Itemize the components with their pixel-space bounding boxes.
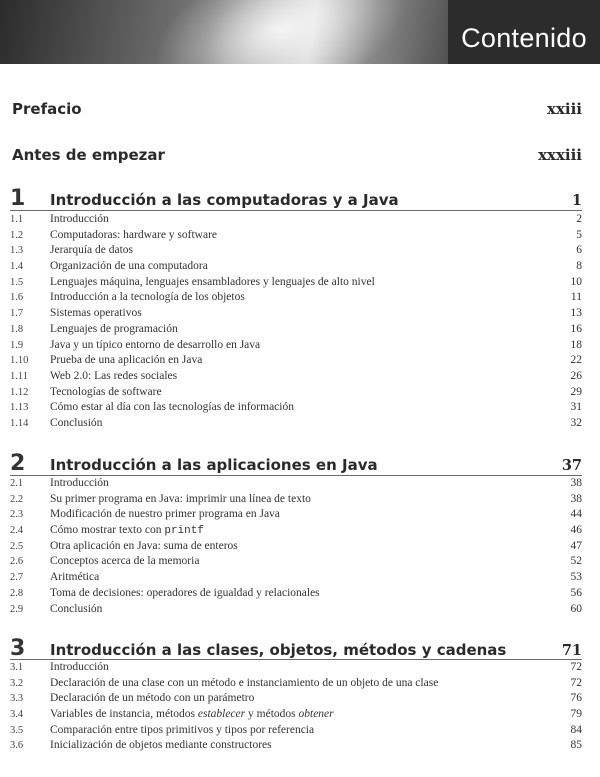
toc-entry-title: Antes de empezar <box>12 146 165 164</box>
chapter-page: 71 <box>561 642 582 659</box>
toc-entry-page: xxxiii <box>538 146 582 164</box>
section-page: 38 <box>570 492 582 505</box>
section-number: 2.9 <box>10 603 24 615</box>
section-row <box>10 354 582 370</box>
section-number: 1.10 <box>10 355 29 367</box>
section-row <box>10 339 582 355</box>
section-row <box>10 739 582 755</box>
section-title: Introducción a la tecnología de los objetos <box>50 291 245 304</box>
section-title: Prueba de una aplicación en Java <box>50 354 203 367</box>
section-number: 3.4 <box>10 709 24 721</box>
chapter-title: Introducción a las computadoras y a Java <box>50 191 399 209</box>
section-title: Aritmética <box>50 571 100 584</box>
section-title: Declaración de un método con un parámetro <box>50 692 255 705</box>
section-page: 22 <box>570 354 582 367</box>
section-row <box>10 401 582 417</box>
section-page: 84 <box>570 723 582 736</box>
section-number: 3.6 <box>10 740 24 752</box>
section-page: 79 <box>570 708 582 721</box>
section-number: 3.1 <box>10 662 24 673</box>
toc-entry-title: Prefacio <box>12 100 82 118</box>
section-number: 1.9 <box>10 339 24 351</box>
chapter-number: 3 <box>10 636 26 661</box>
section-row <box>10 323 582 339</box>
section-number: 1.3 <box>10 245 24 257</box>
section-page: 16 <box>570 322 582 335</box>
section-number: 1.8 <box>10 323 24 335</box>
section-number: 1.12 <box>10 386 29 398</box>
section-number: 3.2 <box>10 677 24 689</box>
section-number: 1.6 <box>10 292 24 304</box>
section-title-italic: obtener <box>298 708 334 721</box>
section-title: Java y un típico entorno de desarrollo en Java <box>50 338 261 351</box>
chapter-1-sections <box>10 213 582 433</box>
section-title: Lenguajes de programación <box>50 322 178 335</box>
section-title: Sistemas operativos <box>50 307 142 320</box>
section-title: Computadoras: hardware y software <box>50 228 218 241</box>
section-number: 1.1 <box>10 214 24 225</box>
section-row <box>10 229 582 245</box>
chapter-page: 37 <box>561 457 582 474</box>
section-page: 52 <box>570 555 582 568</box>
chapter-title: Introducción a las aplicaciones en Java <box>50 456 378 474</box>
section-title: Modificación de nuestro primer programa en Java <box>50 508 280 521</box>
section-number: 3.5 <box>10 724 24 736</box>
section-row <box>10 661 582 677</box>
section-title: Web 2.0: Las redes sociales <box>50 369 178 382</box>
section-title <box>50 524 571 537</box>
section-row <box>10 555 582 571</box>
section-title: Conceptos acerca de la memoria <box>50 555 200 568</box>
section-number: 2.4 <box>10 525 24 537</box>
section-page: 38 <box>570 477 582 489</box>
section-row <box>10 291 582 307</box>
section-page: 31 <box>570 401 582 414</box>
section-number: 2.2 <box>10 493 24 505</box>
section-row <box>10 477 582 493</box>
section-page: 47 <box>570 539 582 552</box>
header-title-box <box>448 0 600 64</box>
section-number: 2.6 <box>10 556 24 568</box>
section-row <box>10 386 582 402</box>
section-page: 10 <box>570 275 582 288</box>
section-title: Su primer programa en Java: imprimir una línea de texto <box>50 492 311 505</box>
section-page: 11 <box>570 291 582 304</box>
section-row <box>10 307 582 323</box>
section-title: Organización de una computadora <box>50 260 208 273</box>
section-title-code: printf <box>164 525 204 538</box>
section-title-text: y métodos <box>248 708 296 721</box>
section-number: 1.5 <box>10 276 24 288</box>
section-page: 44 <box>570 508 582 521</box>
chapter-3-heading <box>10 636 582 661</box>
section-page: 72 <box>570 661 582 673</box>
section-row <box>10 708 582 724</box>
section-title: Declaración de una clase con un método e instanciamiento de un objeto de una clase <box>50 676 439 689</box>
chapter-divider <box>10 210 582 211</box>
section-title: Tecnologías de software <box>50 385 162 398</box>
section-page: 60 <box>570 602 582 615</box>
section-row <box>10 213 582 229</box>
chapter-divider <box>10 659 582 660</box>
section-title <box>50 708 571 720</box>
section-row <box>10 603 582 619</box>
section-number: 1.13 <box>10 402 29 414</box>
chapter-divider <box>10 475 582 476</box>
chapter-number: 1 <box>10 186 26 211</box>
section-row <box>10 571 582 587</box>
page-title: Contenido <box>461 23 587 53</box>
section-number: 1.4 <box>10 261 24 273</box>
section-title: Introducción <box>50 213 109 225</box>
section-row <box>10 692 582 708</box>
section-number: 3.3 <box>10 693 24 705</box>
section-row <box>10 244 582 260</box>
chapter-2-heading <box>10 451 582 476</box>
section-title: Jerarquía de datos <box>50 244 134 257</box>
header-banner <box>0 0 600 64</box>
section-page: 85 <box>570 739 582 752</box>
section-title: Introducción <box>50 661 109 673</box>
toc-entry-antes-de-empezar <box>12 146 582 164</box>
chapter-title: Introducción a las clases, objetos, métodos y cadenas <box>50 641 507 659</box>
section-page: 46 <box>570 524 582 537</box>
section-title: Introducción <box>50 477 109 489</box>
section-page: 56 <box>570 586 582 599</box>
section-page: 2 <box>576 213 582 225</box>
section-row <box>10 276 582 292</box>
chapter-number: 2 <box>10 451 26 476</box>
section-title: Cómo estar al día con las tecnologías de información <box>50 401 294 414</box>
section-row <box>10 540 582 556</box>
section-page: 6 <box>576 244 582 257</box>
chapter-3-sections <box>10 661 582 755</box>
section-title: Lenguajes máquina, lenguajes ensambladores y lenguajes de alto nivel <box>50 275 375 288</box>
section-number: 2.3 <box>10 509 24 521</box>
section-row <box>10 524 582 540</box>
section-row <box>10 587 582 603</box>
section-title: Toma de decisiones: operadores de igualdad y relacionales <box>50 586 320 599</box>
section-row <box>10 260 582 276</box>
section-page: 32 <box>570 416 582 429</box>
section-title: Inicialización de objetos mediante constructores <box>50 739 272 752</box>
section-row <box>10 370 582 386</box>
section-title: Comparación entre tipos primitivos y tipos por referencia <box>50 723 315 736</box>
section-title: Conclusión <box>50 602 103 615</box>
header-light-flare <box>135 0 426 64</box>
section-number: 2.8 <box>10 587 24 599</box>
chapter-page: 1 <box>571 192 582 209</box>
section-number: 1.14 <box>10 417 29 429</box>
section-row <box>10 417 582 433</box>
section-page: 13 <box>570 307 582 320</box>
section-page: 5 <box>576 228 582 241</box>
section-page: 18 <box>570 338 582 351</box>
section-number: 1.11 <box>10 370 28 382</box>
section-number: 1.7 <box>10 308 24 320</box>
section-row <box>10 677 582 693</box>
section-row <box>10 493 582 509</box>
section-page: 29 <box>570 385 582 398</box>
section-title-text: Variables de instancia, métodos <box>50 708 195 721</box>
section-number: 2.1 <box>10 478 24 489</box>
section-title: Conclusión <box>50 416 103 429</box>
section-page: 53 <box>570 571 582 584</box>
section-row <box>10 724 582 740</box>
toc-entry-prefacio <box>12 100 582 118</box>
toc-entry-page: xxiii <box>547 100 582 118</box>
section-title-italic: establecer <box>197 708 246 721</box>
section-number: 1.2 <box>10 229 24 241</box>
chapter-1-heading <box>10 186 582 211</box>
section-page: 26 <box>570 369 582 382</box>
section-number: 2.7 <box>10 572 24 584</box>
chapter-2-sections <box>10 477 582 618</box>
section-row <box>10 508 582 524</box>
section-page: 8 <box>576 260 582 273</box>
section-page: 76 <box>570 692 582 705</box>
section-title-text: Cómo mostrar texto con <box>50 524 162 537</box>
section-title: Otra aplicación en Java: suma de enteros <box>50 539 238 552</box>
section-page: 72 <box>570 676 582 689</box>
section-number: 2.5 <box>10 540 24 552</box>
